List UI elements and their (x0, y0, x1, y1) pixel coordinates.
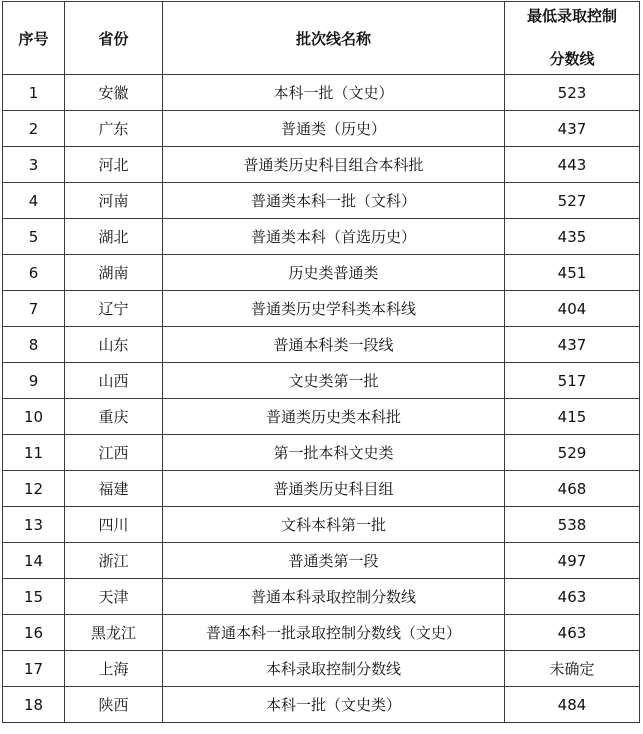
cell-batch-name: 文史类第一批 (163, 363, 505, 399)
cell-province: 福建 (65, 471, 163, 507)
cell-min-score: 未确定 (505, 651, 640, 687)
cell-batch-name: 本科一批（文史） (163, 75, 505, 111)
cell-province: 陕西 (65, 687, 163, 723)
cell-batch-name: 第一批本科文史类 (163, 435, 505, 471)
cell-min-score: 415 (505, 399, 640, 435)
cell-batch-name: 本科录取控制分数线 (163, 651, 505, 687)
cell-min-score: 527 (505, 183, 640, 219)
cell-batch-name: 文科本科第一批 (163, 507, 505, 543)
cell-province: 辽宁 (65, 291, 163, 327)
cell-no: 16 (3, 615, 65, 651)
cell-province: 山西 (65, 363, 163, 399)
table-body (3, 75, 640, 723)
table-row (3, 183, 640, 219)
header-min-score-line2: 分数线 (549, 50, 595, 68)
header-no: 序号 (3, 2, 65, 75)
cell-batch-name: 普通类历史学科类本科线 (163, 291, 505, 327)
cell-batch-name: 普通本科录取控制分数线 (163, 579, 505, 615)
cell-batch-name: 普通类历史科目组合本科批 (163, 147, 505, 183)
cell-province: 广东 (65, 111, 163, 147)
cell-no: 15 (3, 579, 65, 615)
cell-batch-name: 本科一批（文史类） (163, 687, 505, 723)
cell-no: 3 (3, 147, 65, 183)
cell-no: 11 (3, 435, 65, 471)
header-min-score-line1: 最低录取控制 (526, 7, 617, 25)
cell-min-score: 517 (505, 363, 640, 399)
table-row (3, 615, 640, 651)
table-row (3, 399, 640, 435)
cell-batch-name: 普通类本科一批（文科） (163, 183, 505, 219)
table-row (3, 543, 640, 579)
cell-min-score: 451 (505, 255, 640, 291)
table-row (3, 219, 640, 255)
cell-no: 12 (3, 471, 65, 507)
cell-no: 9 (3, 363, 65, 399)
cell-province: 江西 (65, 435, 163, 471)
cell-min-score: 497 (505, 543, 640, 579)
table-row (3, 111, 640, 147)
cell-no: 7 (3, 291, 65, 327)
cell-province: 重庆 (65, 399, 163, 435)
table-row (3, 255, 640, 291)
cell-min-score: 404 (505, 291, 640, 327)
table-row (3, 507, 640, 543)
cell-province: 河北 (65, 147, 163, 183)
cell-province: 河南 (65, 183, 163, 219)
table-row (3, 291, 640, 327)
cell-province: 山东 (65, 327, 163, 363)
cell-province: 上海 (65, 651, 163, 687)
cell-no: 4 (3, 183, 65, 219)
header-min-score (505, 2, 640, 75)
table-row (3, 75, 640, 111)
header-batch-name: 批次线名称 (163, 2, 505, 75)
cell-min-score: 463 (505, 615, 640, 651)
cell-batch-name: 普通本科一批录取控制分数线（文史） (163, 615, 505, 651)
cell-no: 1 (3, 75, 65, 111)
cell-min-score: 437 (505, 111, 640, 147)
cell-province: 黑龙江 (65, 615, 163, 651)
cell-no: 10 (3, 399, 65, 435)
table-row (3, 687, 640, 723)
table-row (3, 435, 640, 471)
table-row (3, 327, 640, 363)
cell-no: 5 (3, 219, 65, 255)
cell-batch-name: 普通本科类一段线 (163, 327, 505, 363)
cell-province: 四川 (65, 507, 163, 543)
cell-province: 安徽 (65, 75, 163, 111)
cell-batch-name: 历史类普通类 (163, 255, 505, 291)
cell-province: 湖南 (65, 255, 163, 291)
cell-province: 湖北 (65, 219, 163, 255)
cell-min-score: 437 (505, 327, 640, 363)
cell-no: 18 (3, 687, 65, 723)
cell-province: 浙江 (65, 543, 163, 579)
cell-min-score: 529 (505, 435, 640, 471)
cell-batch-name: 普通类历史类本科批 (163, 399, 505, 435)
cell-province: 天津 (65, 579, 163, 615)
table-row (3, 363, 640, 399)
cell-min-score: 435 (505, 219, 640, 255)
table-row (3, 651, 640, 687)
cell-batch-name: 普通类（历史） (163, 111, 505, 147)
score-table (2, 1, 640, 723)
cell-batch-name: 普通类历史科目组 (163, 471, 505, 507)
header-province: 省份 (65, 2, 163, 75)
cell-min-score: 443 (505, 147, 640, 183)
cell-min-score: 523 (505, 75, 640, 111)
table-row (3, 579, 640, 615)
cell-no: 6 (3, 255, 65, 291)
table-row (3, 147, 640, 183)
cell-no: 2 (3, 111, 65, 147)
cell-batch-name: 普通类本科（首选历史） (163, 219, 505, 255)
cell-no: 17 (3, 651, 65, 687)
cell-min-score: 484 (505, 687, 640, 723)
table-row (3, 471, 640, 507)
header-row (3, 2, 640, 75)
cell-min-score: 538 (505, 507, 640, 543)
cell-batch-name: 普通类第一段 (163, 543, 505, 579)
cell-no: 13 (3, 507, 65, 543)
cell-min-score: 463 (505, 579, 640, 615)
cell-min-score: 468 (505, 471, 640, 507)
cell-no: 8 (3, 327, 65, 363)
cell-no: 14 (3, 543, 65, 579)
